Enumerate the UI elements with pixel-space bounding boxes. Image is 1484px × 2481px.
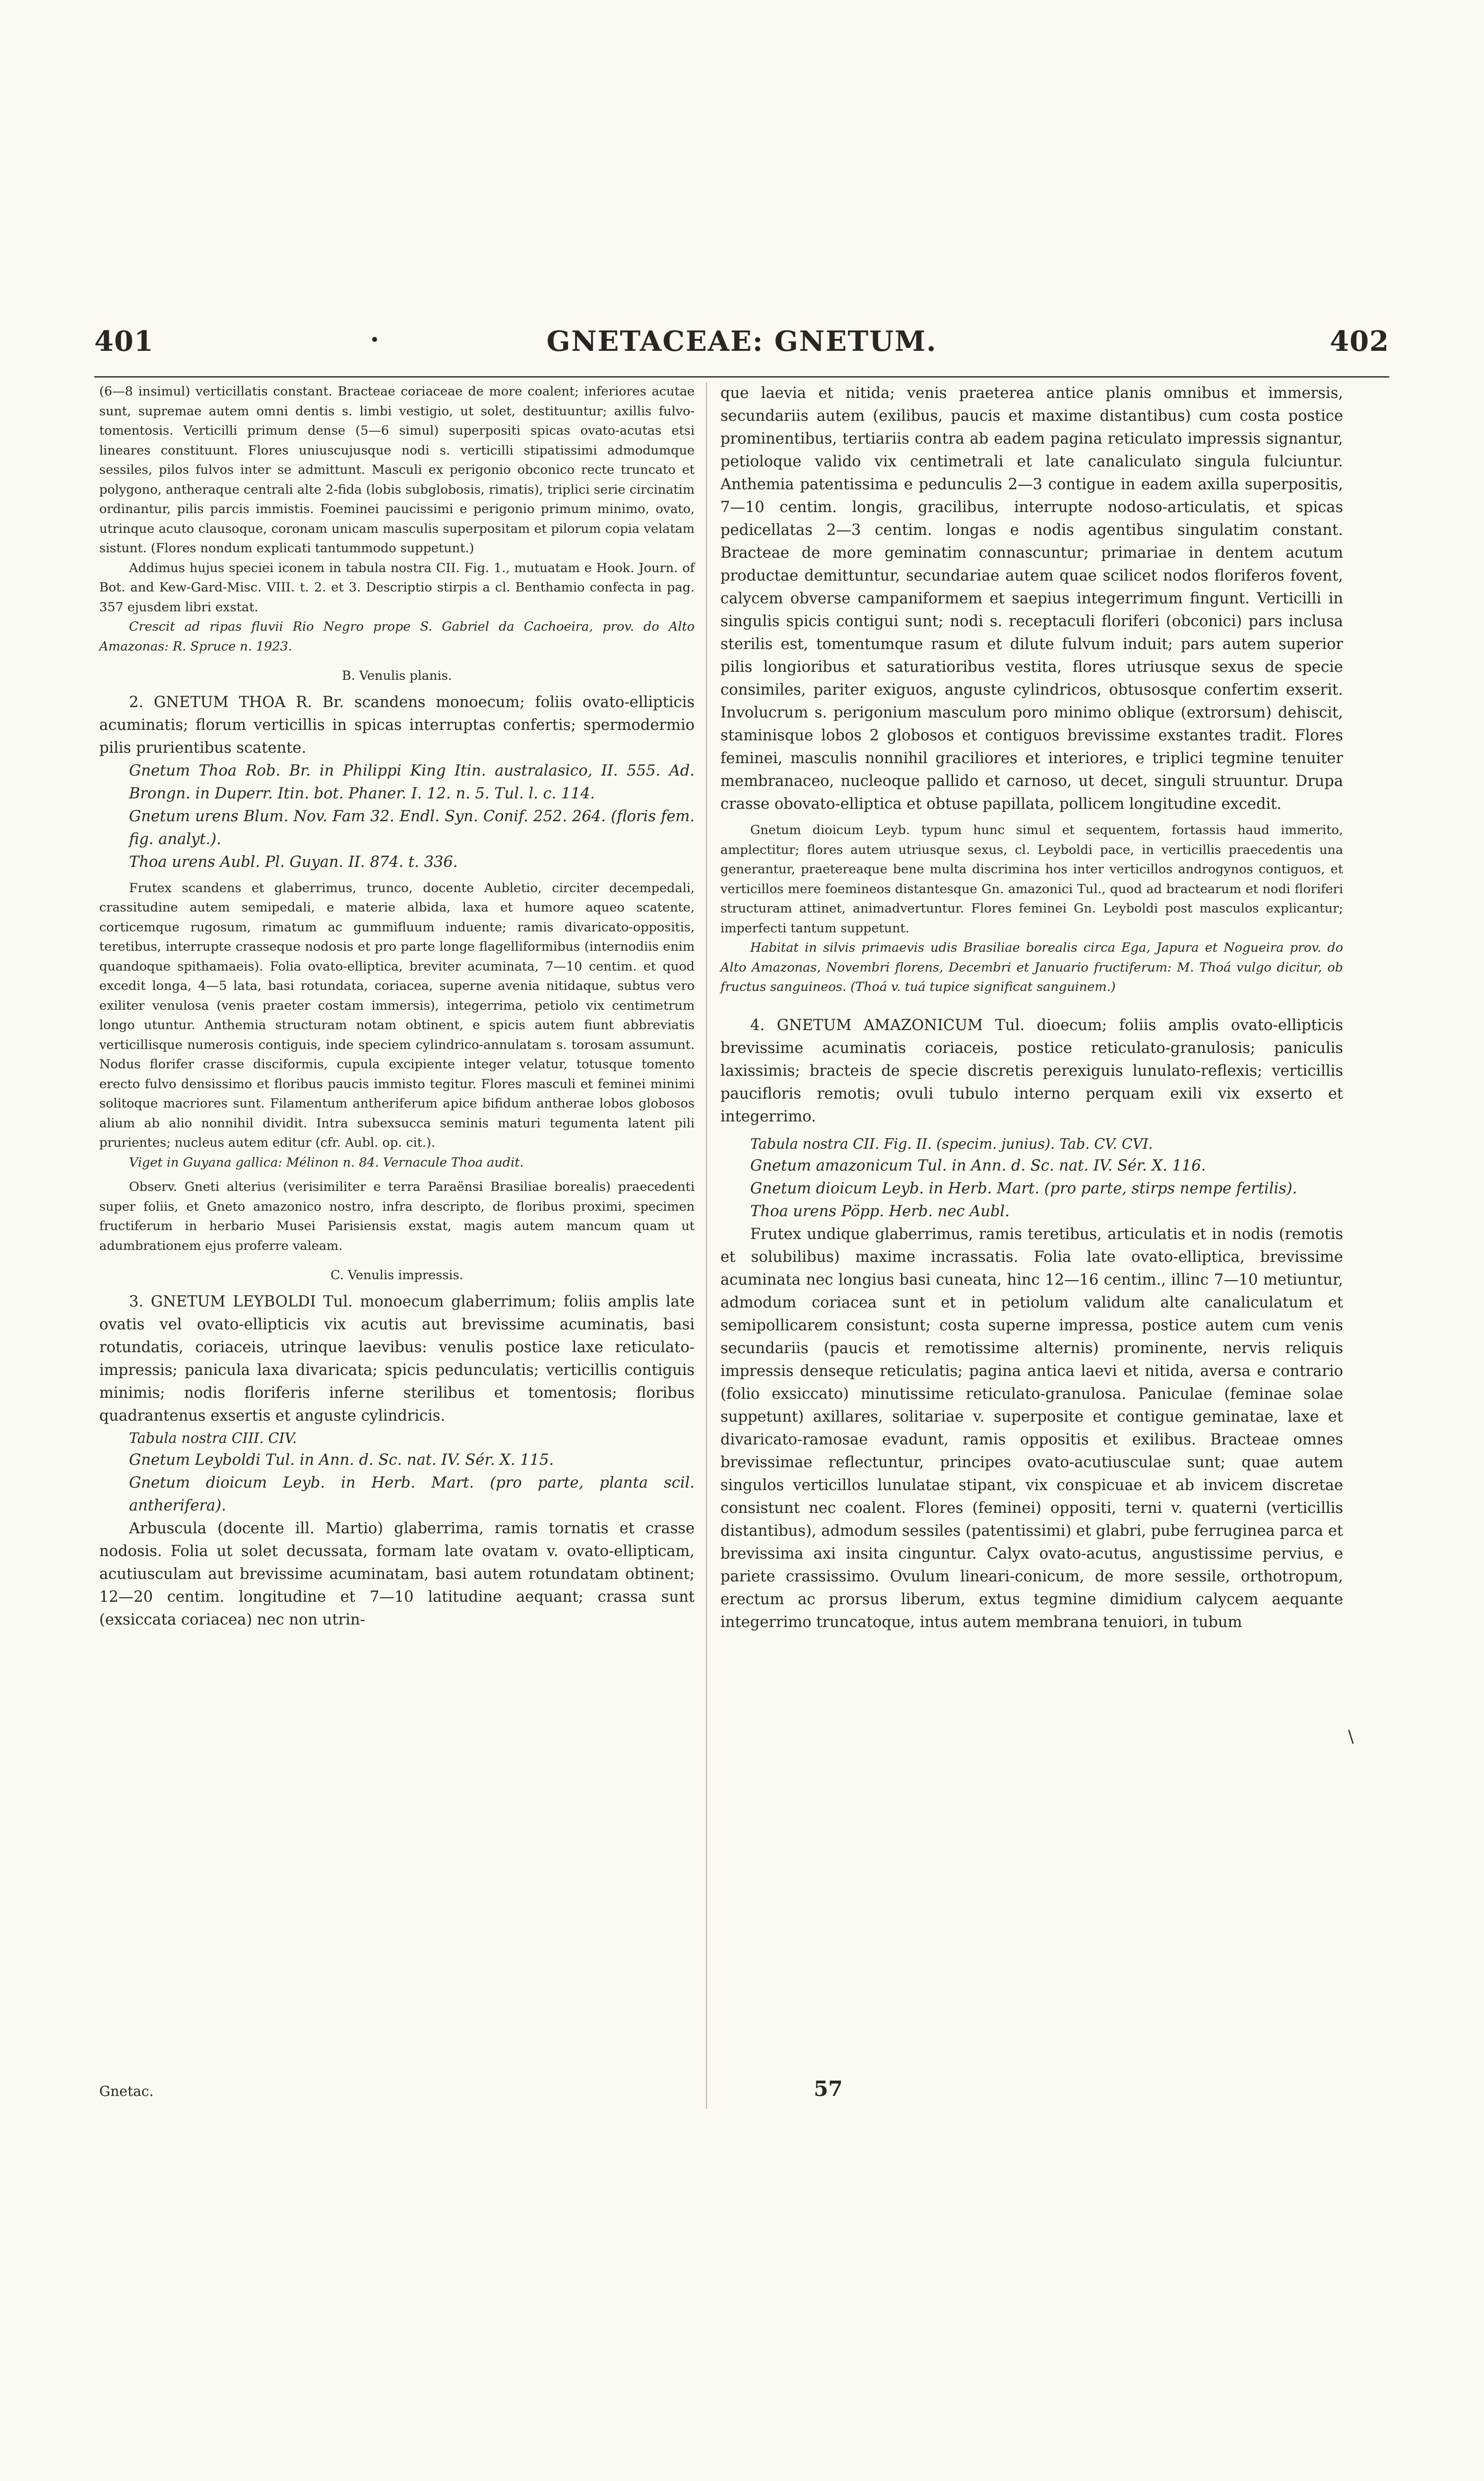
page-number-right: 402 xyxy=(1330,325,1389,358)
species-4-diagnosis: 4. GNETUM AMAZONICUM Tul. dioecum; foliis amplis ovato-ellipticis brevissime acuminatis coriaceis, postice reticulato-granulosis; paniculis laxissimis; bracteis de specie discretis perexiguis lunulato-reflexis; verticillis paucifloris remotis; ovuli tubulo interno perquam exili vix exserto et integerrimo. xyxy=(720,1016,1343,1125)
signature-mark: 57 xyxy=(814,2077,843,2101)
species-2-habitat: Viget in Guyana gallica: Mélinon n. 84. Vernacule Thoa audit. xyxy=(129,1155,524,1170)
footer-catchword: Gnetac. xyxy=(99,2083,154,2099)
running-header xyxy=(94,325,1389,365)
species-3-description: Arbuscula (docente ill. Martio) glaberrima, ramis tornatis et crasse nodosis. Folia ut solet decussata, formam late ovatam v. ovato-ellipticam, acutiusculam aut brevissime acuminatam, basi autem rotundatam obtinent; 12—20 centim. longitudine et 7—10 latitudine aequant; crassa sunt (exsiccata coriacea) nec non utrin- xyxy=(99,1519,695,1629)
species-3-plate: Tabula nostra CIII. CIV. xyxy=(129,1430,297,1446)
section-heading-b: B. Venulis planis. xyxy=(342,668,452,683)
page-number-left: 401 xyxy=(94,325,154,358)
left-column xyxy=(99,382,695,1632)
species-2-reference: Thoa urens Aubl. Pl. Guyan. II. 874. t. 336. xyxy=(129,853,458,871)
species-3-reference: Gnetum Leyboldi Tul. in Ann. d. Sc. nat. IV. Sér. X. 115. xyxy=(129,1451,554,1469)
species-4-reference: Thoa urens Pöpp. Herb. nec Aubl. xyxy=(750,1202,1010,1220)
paragraph-addimus: Addimus hujus speciei iconem in tabula nostra CII. Fig. 1., mutuatam e Hook. Journ. of Bot. and Kew-Gard-Misc. VIII. t. 2. et 3. Descriptio stirpis a cl. Benthamio confecta in pag. 357 ejusdem libri exstat. xyxy=(99,560,695,615)
right-column xyxy=(720,382,1343,1634)
paragraph-habitat: Crescit ad ripas fluvii Rio Negro prope S. Gabriel da Cachoeira, prov. do Alto Amazonas: R. Spruce n. 1923. xyxy=(99,619,695,654)
species-2-diagnosis: 2. GNETUM THOA R. Br. scandens monoecum; foliis ovato-ellipticis acuminatis; florum verticillis in spicas interruptas confertis; spermodermio pilis prurientibus scatente. xyxy=(99,693,695,757)
species-3-note: Gnetum dioicum Leyb. typum hunc simul et sequentem, fortassis haud immerito, amplectitur; flores autem utriusque sexus, cl. Leyboldi pace, in verticillis praecedentis una generantur, praetereaque bene multa discrimina hos inter verticillos androgynos contiguos, et verticillos mere foemineos distantesque Gn. amazonici Tul., quod ad bractearum et nodi floriferi structuram attinet, animadvertuntur. Flores feminei Gn. Leyboldi post masculos explicantur; imperfecti tantum suppetunt. xyxy=(720,823,1343,936)
column-divider xyxy=(706,382,707,2109)
species-2-reference: Gnetum urens Blum. Nov. Fam 32. Endl. Syn. Conif. 252. 264. (floris fem. fig. analyt.). xyxy=(129,807,695,848)
margin-mark: \ xyxy=(1348,1727,1354,1747)
running-title: GNETACEAE: GNETUM. xyxy=(546,325,937,358)
paragraph-continuation: (6—8 insimul) verticillatis constant. Bracteae coriaceae de more coalent; inferiores acutae sunt, supremae autem omni dentis s. limbi vestigio, ut solet, destituuntur; axillis fulvo-tomentosis. Verticilli primum dense (5—6 simul) superpositi spicas ovato-acutas etsi lineares constituunt. Flores uniuscujusque nodi s. verticilli stipatissimi admodumque sessiles, pilos fulvos inter se admittunt. Masculi ex perigonio obconico recte truncato et polygono, antheraque centrali alte 2-fida (lobis subglobosis, rimatis), triplici serie circinatim ordinantur, pilis parcis immistis. Foeminei paucissimi e perigonio primum minimo, ovato, utrinque acuto clausoque, coronam unicam masculis superpositam et pilorum copia velatam sistunt. (Flores nondum explicati tantummodo suppetunt.) xyxy=(99,384,695,556)
species-2-description: Frutex scandens et glaberrimus, trunco, docente Aubletio, circiter decempedali, crassitudine autem semipedali, e materie albida, laxa et humore aqueo scatente, corticemque rugosum, rimatum ac gummifluum induente; ramis divaricato-oppositis, teretibus, interrupte crasseque nodosis et pro parte longe flagelliformibus (internodiis enim quandoque spithamaeis). Folia ovato-elliptica, breviter acuminata, 7—10 centim. et quod excedit longa, 4—5 lata, basi rotundata, coriacea, superne avenia nitidaque, subtus vero exiliter venulosa (venis praeter costam immersis), integerrima, petiolo vix centimetrum longo utuntur. Anthemia structuram notam obtinent, e spicis autem fiunt abbreviatis verticillisque numerosis contiguis, inde speciem cylindrico-annulatam s. torosam assumunt. Nodus florifer crasse disciformis, cupula excipiente integer velatur, totusque tomento erecto fulvo densissimo et floribus paucis immisto tegitur. Flores masculi et feminei minimi solitoque macriores sunt. Filamentum antheriferum apice bifidum antherae lobos globosos alium ab alio nonnihil dividit. Intra subexsucca seminis maturi tegumenta latent pili prurientes; nucleus autem editur (cfr. Aubl. op. cit.). xyxy=(99,880,695,1150)
species-2-observation: Observ. Gneti alterius (verisimiliter e terra Paraënsi Brasiliae borealis) praecedenti super foliis, et Gneto amazonico nostro, infra descripto, de floribus proximi, specimen fructiferum in herbario Musei Parisiensis exstat, magis autem mancum quam ut adumbrationem ejus proferre valeam. xyxy=(99,1179,695,1253)
species-4-reference: Gnetum dioicum Leyb. in Herb. Mart. (pro parte, stirps nempe fertilis). xyxy=(750,1179,1297,1197)
species-4-plate: Tabula nostra CII. Fig. II. (specim. junius). Tab. CV. CVI. xyxy=(750,1135,1153,1152)
species-3-diagnosis: 3. GNETUM LEYBOLDI Tul. monoecum glaberrimum; foliis amplis late ovatis vel ovato-ellipticis vix acutis aut brevissime acuminatis, basi rotundatis, coriaceis, utrinque laevibus: venulis postice laxe reticulato-impressis; panicula laxa divaricata; spicis pedunculatis; verticillis contiguis minimis; nodis floriferis inferne sterilibus et tomentosis; floribus quadrantenus exsertis et anguste cylindricis. xyxy=(99,1293,695,1425)
header-rule xyxy=(94,376,1389,378)
species-4-description: Frutex undique glaberrimus, ramis teretibus, articulatis et in nodis (remotis et solubilibus) maxime incrassatis. Folia late ovato-elliptica, brevissime acuminata nec longius basi cuneata, hinc 12—16 centim., illinc 7—10 metiuntur, admodum coriacea sunt et in petiolum validum alte canaliculatum et semipollicarem consistunt; costa superne impressa, postice autem cum venis secundariis (paucis et remotissime alternis) prominente, nervis reliquis impressis denseque reticulatis; pagina antica laevi et nitida, aversa e contrario (folio exsiccato) minutissime reticulato-granulosa. Paniculae (feminae solae suppetunt) axillares, solitariae v. superposite et contigue geminatae, laxe et divaricato-ramosae evadunt, ramis oppositis et exilibus. Bracteae omnes brevissimae reflectuntur, principes ovato-acutiusculae sunt; quae autem singulos verticillos lunulatae stipant, vix conspicuae et ab invicem discretae consistunt nec coalent. Flores (feminei) oppositi, terni v. quaterni (verticillis distantibus), admodum sessiles (patentissimi) et glabri, pube ferruginea parca et brevissima axi insita cinguntur. Calyx ovato-acutus, angustissime pervius, e pariete crassissimo. Ovulum lineari-conicum, de more sessile, orthotropum, erectum ac prorsus liberum, extus tegmine dimidium calycem aequante integerrimo truncatoque, intus autem membrana tenuiori, in tubum xyxy=(720,1225,1343,1631)
species-3-habitat: Habitat in silvis primaevis udis Brasiliae borealis circa Ega, Japura et Nogueira prov. do Alto Amazonas, Novembri florens, Decembri et Januario fructiferum: M. Thoá vulgo dicitur, ob fructus sanguineos. (Thoá v. tuá tupice significat sanguinem.) xyxy=(720,940,1343,994)
species-4-reference: Gnetum amazonicum Tul. in Ann. d. Sc. nat. IV. Sér. X. 116. xyxy=(750,1157,1206,1175)
section-heading-c: C. Venulis impressis. xyxy=(330,1268,463,1283)
species-2-reference: Gnetum Thoa Rob. Br. in Philippi King Itin. australasico, II. 555. Ad. Brongn. in Duperr. Itin. bot. Phaner. I. 12. n. 5. Tul. l. c. 114. xyxy=(129,762,695,802)
species-3-description-continued: que laevia et nitida; venis praeterea antice planis omnibus et immersis, secundariis autem (exilibus, paucis et maxime distantibus) cum costa postice prominentibus, tertiariis contra ab eadem pagina reticulato impressis signantur, petioloque valido vix centimetrali et late canaliculato singula fulciuntur. Anthemia patentissima e pedunculis 2—3 contigue in eadem axilla superpositis, 7—10 centim. longis, gracilibus, interrupte nodoso-articulatis, et spicas pedicellatas 2—3 centim. longas e nodis agentibus singulatim constant. Bracteae de more geminatim connascuntur; primariae in dentem acutum productae demittuntur, secundariae autem quae scilicet nodos floriferos fovent, calycem obverse campaniformem et saepius integerrimum fingunt. Verticilli in singulis spicis contigui sunt; nodi s. receptaculi floriferi (obconici) pars inclusa sterilis est, tomentumque rasum et dilute fulvum induit; pars autem superior pilis longioribus et saturatioribus vestita, flores utriusque sexus de specie consimiles, pariter exiguos, anguste cylindricos, obtusosque confertim exserit. Involucrum s. perigonium masculum poro minimo oblique (extrorsum) dehiscit, staminisque lobos 2 globosos et contiguos brevissime exstantes tradit. Flores feminei, masculis nonnihil graciliores et interiores, e triplici tegmine tenuiter membranaceo, nucleoque pallido et carnoso, ut decet, singuli struuntur. Drupa crasse obovato-elliptica et obtuse papillata, pollicem longitudine excedit. xyxy=(720,385,1343,813)
species-3-reference: Gnetum dioicum Leyb. in Herb. Mart. (pro parte, planta scil. antherifera). xyxy=(129,1474,695,1514)
